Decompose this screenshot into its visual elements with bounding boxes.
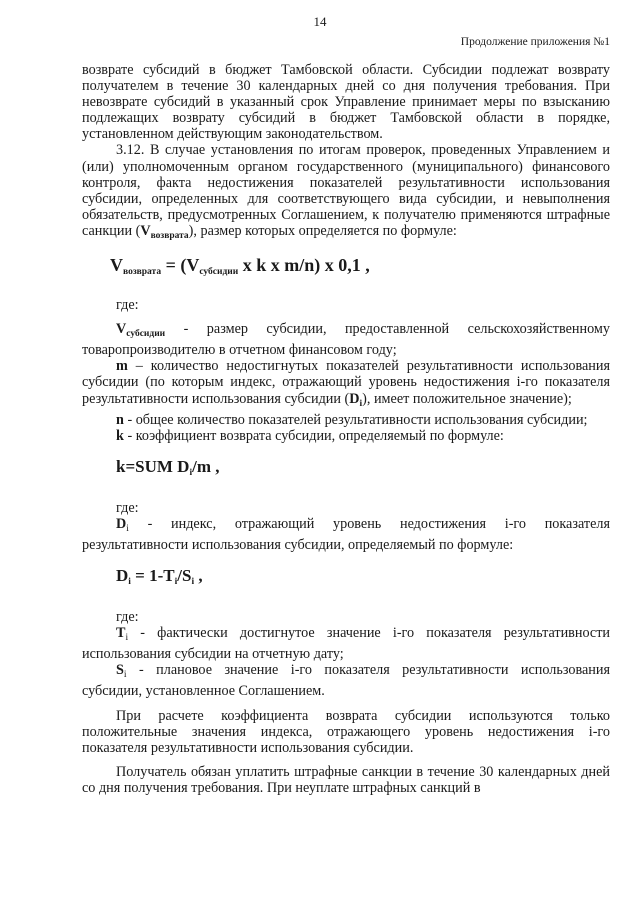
formula-eq: = (V: [161, 255, 200, 276]
def-m-d-sub: i: [359, 398, 363, 409]
formula-k-b: /m ,: [192, 456, 220, 476]
def-d-sub: i: [126, 523, 129, 534]
def-d-symbol: D: [116, 515, 127, 532]
formula-k-a: k=SUM D: [116, 456, 190, 476]
formula-penalty: [82, 254, 610, 283]
def-s-sub: i: [123, 670, 127, 681]
definition-v: [82, 321, 610, 358]
formula-d-c-sub: i: [191, 577, 195, 588]
def-m-symbol: m: [116, 358, 128, 375]
formula-d-d: ,: [194, 566, 203, 586]
formula-v: V: [110, 255, 123, 276]
def-d-text: - индекс, отражающий уровень недостижения i-го показателя результативности использования субсидии, определяемый по формуле:: [82, 515, 610, 553]
def-k-symbol: k: [116, 427, 124, 444]
appendix-header: Продолжение приложения №1: [460, 36, 610, 48]
definition-s: [82, 662, 610, 699]
def-v-text: - размер субсидии, предоставленной сельскохозяйственному товаропроизводителю в отчетном финансовом году;: [82, 321, 610, 359]
paragraph-3-12: [82, 142, 610, 244]
page-number: 14: [313, 14, 327, 29]
definition-k: [82, 428, 610, 444]
formula-s-sub: субсидии: [199, 267, 239, 278]
formula-k-sub: i: [189, 467, 193, 478]
definition-d: [82, 516, 610, 553]
paragraph-refund: возврате субсидий в бюджет Тамбовской области. Субсидии подлежат возврату получателем в течение 30 календарных дней со дня получения требования. При невозврате субсидий в указанный срок Управление принимает меры по взысканию подлежащих возврату субсидий в бюджет Тамбовской области в порядке, установленном действующим законодательством.: [82, 62, 610, 143]
def-m-d: D: [349, 390, 360, 407]
def-t-text: - фактически достигнутое значение i-го показателя результативности использования субсидии на отчетную дату;: [82, 625, 610, 663]
formula-d-c: /S: [177, 566, 192, 586]
definition-m: [82, 358, 610, 411]
formula-d-b-sub: i: [174, 577, 178, 588]
formula-k: [82, 456, 610, 484]
formula-d-a-sub: i: [128, 577, 131, 588]
def-n-text: - общее количество показателей результативности использования субсидии;: [123, 411, 588, 428]
symbol-v: V: [140, 222, 151, 239]
def-k-text: - коэффициент возврата субсидии, определяемый по формуле:: [123, 427, 504, 444]
def-t-symbol: T: [116, 625, 126, 642]
formula-d-a: D: [116, 566, 129, 586]
formula-d-b: = 1-T: [130, 566, 175, 586]
formula-rest: x k x m/n) x 0,1 ,: [238, 255, 370, 276]
definition-n: [82, 412, 610, 428]
def-m-text: – количество недостигнутых показателей результативности использования субсидии (по которым индекс, отражающий уровень недостижения i-го показателя результативности использования субсидии (: [82, 358, 610, 407]
def-n-symbol: n: [116, 411, 124, 428]
formula-v-sub: возврата: [123, 267, 162, 278]
paragraph-coefficient: При расчете коэффициента возврата субсидии используются только положительные значения индекса, отражающего уровень недостижения i-го показателя результативности использования субсидии.: [82, 707, 610, 756]
def-t-sub: i: [125, 633, 129, 644]
definition-t: [82, 625, 610, 662]
def-v-symbol: V: [116, 321, 127, 338]
symbol-v-sub: возврата: [150, 230, 189, 241]
where-label-3: где:: [116, 609, 139, 626]
paragraph-payment: Получатель обязан уплатить штрафные санкции в течение 30 календарных дней со дня получения требования. При неуплате штрафных санкций в: [82, 763, 610, 796]
clause-text: 3.12. В случае установления по итогам проверок, проведенных Управлением и (или) уполномоченным органом государственного (муниципального) финансового контроля, факта недостижения показателей результативности использования субсидии, определенных для соответствующего вида субсидии, и невыполнения обязательств, предусмотренных Соглашением, к получателю применяются штрафные санкции (: [82, 142, 610, 239]
formula-d: [82, 565, 610, 593]
where-label-2: где:: [116, 499, 139, 516]
clause-tail: ), размер которых определяется по формуле:: [188, 222, 457, 239]
def-m-tail: ), имеет положительное значение);: [362, 390, 572, 407]
where-label-1: где:: [116, 297, 139, 314]
def-s-text: - плановое значение i-го показателя результативности использования субсидии, установленное Соглашением.: [82, 662, 610, 700]
def-s-symbol: S: [116, 662, 124, 679]
body-text: [82, 62, 610, 796]
def-v-sub: субсидии: [126, 329, 166, 340]
